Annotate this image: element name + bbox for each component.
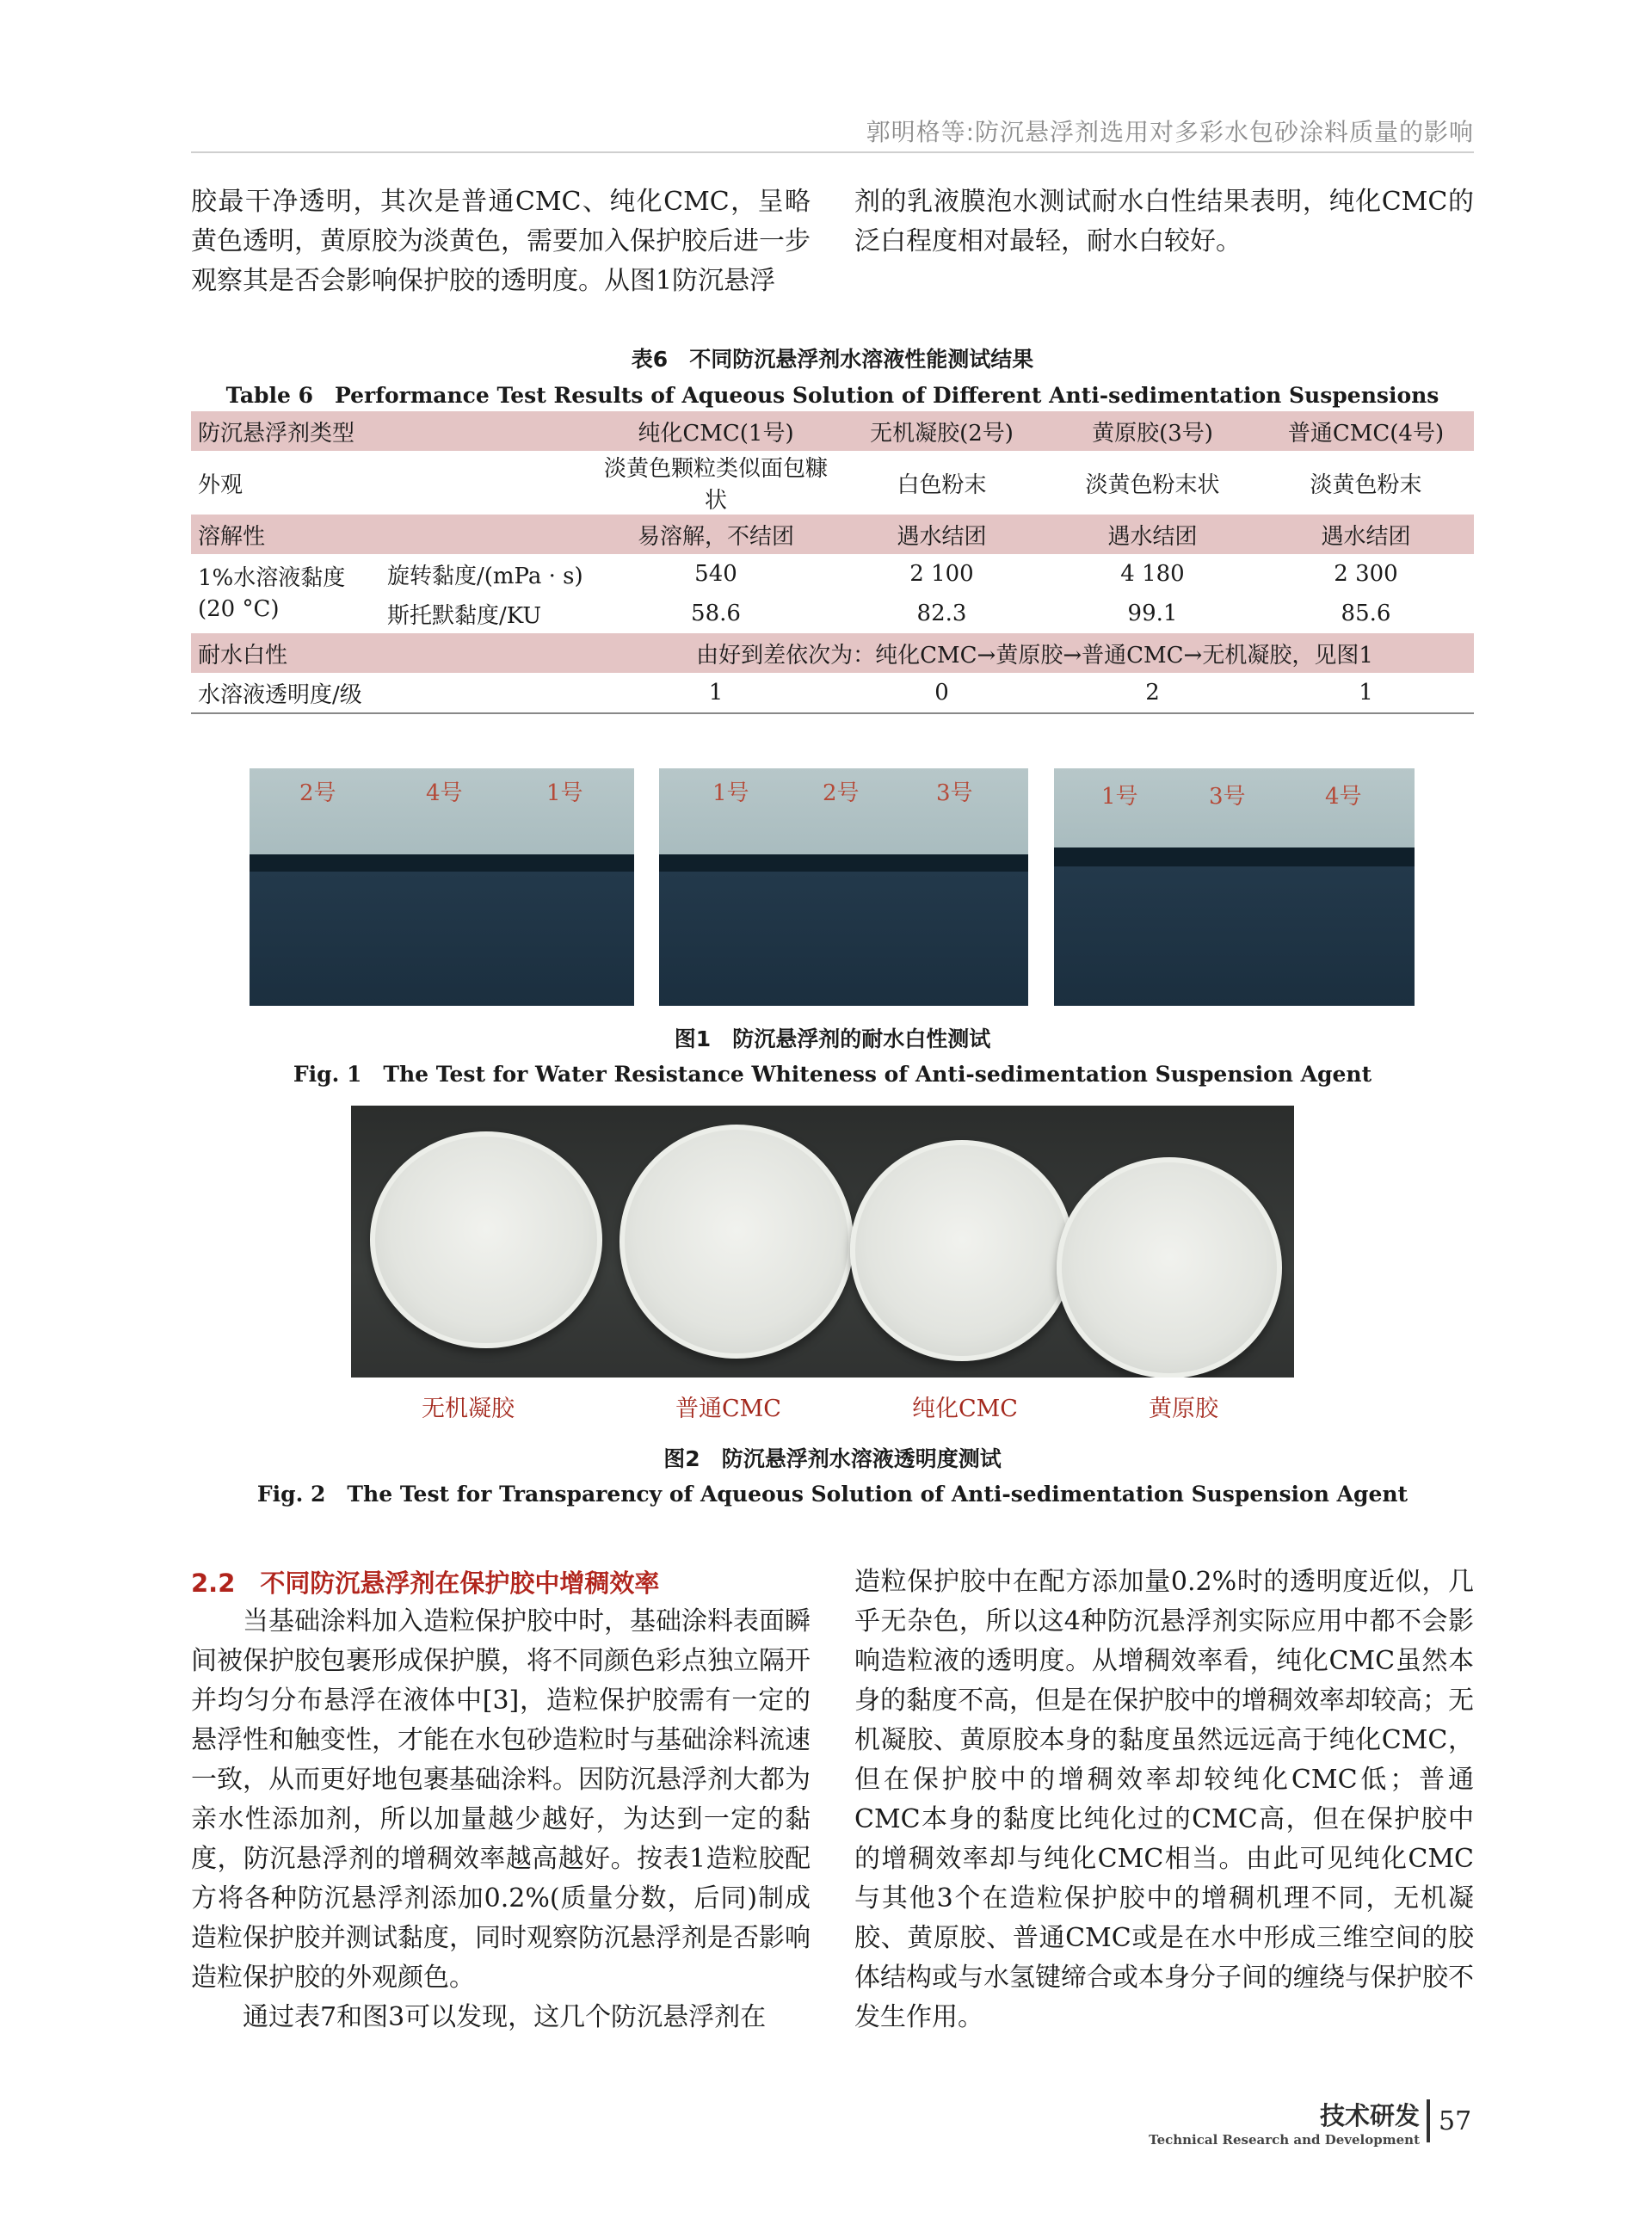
table-cell: 淡黄色颗粒类似面包糠状 [603, 456, 828, 514]
footer-section-subtitle: Technical Research and Development [1149, 2132, 1420, 2148]
table-cell: 540 [694, 561, 737, 587]
table-row [191, 411, 1474, 451]
body-text-bottom-left [191, 1602, 811, 2037]
table-row [191, 594, 1474, 633]
figure1-caption-cn: 图1 防沉悬浮剂的耐水白性测试 [674, 1026, 991, 1051]
body-text-top-right [854, 182, 1474, 262]
figure1-photo-1 [250, 768, 634, 1006]
table-cell: 2 [1047, 673, 1258, 713]
paragraph: 胶最干净透明，其次是普通CMC、纯化CMC，呈略黄色透明，黄原胶为淡黄色，需要加入保护胶后进一步观察其是否会影响保护胶的透明度。从图1防沉悬浮 [191, 187, 811, 296]
cup-ordinary-cmc [620, 1125, 854, 1359]
footer-divider [1427, 2099, 1430, 2142]
paragraph: 剂的乳液膜泡水测试耐水白性结果表明，纯化CMC的泛白程度相对最轻，耐水白较好。 [854, 187, 1474, 256]
figure1-caption-en: Fig. 1 The Test for Water Resistance Whiteness of Anti-sedimentation Suspension Agent [293, 1062, 1372, 1087]
table6-caption-cn: 表6 不同防沉悬浮剂水溶液性能测试结果 [631, 347, 1034, 372]
body-text-bottom-right [854, 1562, 1474, 2037]
table6-grid [191, 411, 1474, 714]
table-cell: 淡黄色粉末状 [1085, 472, 1220, 498]
table-cell: 遇水结团 [1258, 515, 1474, 554]
photo-label: 1号 [1101, 784, 1138, 810]
photo-label: 3号 [936, 780, 973, 806]
figure1-photo-2 [659, 768, 1028, 1006]
table-cell: 58.6 [691, 601, 741, 626]
table-cell: 外观 [198, 472, 243, 498]
table-cell [191, 554, 380, 633]
cup-purified-cmc [850, 1140, 1074, 1361]
paragraph: 造粒保护胶中在配方添加量0.2%时的透明度近似，几乎无杂色，所以这4种防沉悬浮剂实际应用中都不会影响造粒液的透明度。从增稠效率看，纯化CMC虽然本身的黏度不高，但是在保护胶中的增稠效率却较高；无机凝胶、黄原胶本身的黏度虽然远远高于纯化CMC，但在保护胶中的增稠效率却较纯化CMC低；普通CMC本身的黏度比纯化过的CMC高，但在保护胶中的增稠效率却与纯化CMC相当。由此可见纯化CMC与其他3个在造粒保护胶中的增稠机理不同，无机凝胶、黄原胶、普通CMC或是在水中形成三维空间的胶体结构或与水氢键缔合或本身分子间的缠绕与保护胶不发生作用。 [854, 1567, 1474, 2032]
table-cell: 由好到差依次为：纯化CMC→黄原胶→普通CMC→无机凝胶，见图1 [595, 633, 1474, 673]
table-cell: 85.6 [1341, 601, 1391, 626]
table-cell: 水溶液透明度/级 [191, 673, 595, 713]
figure1-photo-3 [1054, 768, 1415, 1006]
running-header: 郭明格等:防沉悬浮剂选用对多彩水包砂涂料质量的影响 [866, 118, 1474, 146]
cup-inorganic-gel [370, 1131, 602, 1348]
photo-label: 1号 [546, 780, 583, 806]
table-cell: 溶解性 [191, 515, 595, 554]
table-cell: 82.3 [916, 601, 967, 626]
table-row [191, 451, 1474, 515]
figure2-caption-cn: 图2 防沉悬浮剂水溶液透明度测试 [663, 1446, 1002, 1471]
table-row [191, 515, 1474, 554]
table-row [191, 554, 1474, 594]
table-cell: 1 [1258, 673, 1474, 713]
photo-label: 1号 [712, 780, 749, 806]
figure2-label: 纯化CMC [912, 1396, 1018, 1422]
photo-label: 4号 [426, 780, 463, 806]
table-cell: 遇水结团 [1047, 515, 1258, 554]
table-cell: 0 [836, 673, 1047, 713]
table-cell: 纯化CMC(1号) [595, 411, 836, 451]
figure2-label: 无机凝胶 [422, 1396, 515, 1422]
photo-label: 4号 [1325, 784, 1362, 810]
body-text-top-left [191, 182, 811, 301]
section-heading: 2.2 不同防沉悬浮剂在保护胶中增稠效率 [191, 1569, 660, 1598]
header-rule [191, 151, 1474, 153]
viscosity-label-line2: (20 °C) [198, 596, 280, 622]
cup-xanthan-gum [1057, 1157, 1282, 1378]
figure2-caption-en: Fig. 2 The Test for Transparency of Aqueous Solution of Anti-sedimentation Suspension Agent [256, 1482, 1409, 1507]
table-cell: 易溶解，不结团 [595, 515, 836, 554]
photo-label: 3号 [1209, 784, 1246, 810]
table-cell: 普通CMC(4号) [1258, 411, 1474, 451]
page-number: 57 [1439, 2106, 1472, 2136]
table-cell: 淡黄色粉末 [1310, 472, 1422, 498]
table6-caption-en: Table 6 Performance Test Results of Aqueous Solution of Different Anti-sedimentation Suspensions [225, 383, 1439, 408]
figure2-photo [351, 1106, 1294, 1378]
table-cell: 无机凝胶(2号) [836, 411, 1047, 451]
paragraph: 当基础涂料加入造粒保护胶中时，基础涂料表面瞬间被保护胶包裹形成保护膜，将不同颜色彩点独立隔开并均匀分布悬浮在液体中[3]，造粒保护胶需有一定的悬浮性和触变性，才能在水包砂造粒时与基础涂料流速一致，从而更好地包裹基础涂料。因防沉悬浮剂大都为亲水性添加剂，所以加量越少越好，为达到一定的黏度，防沉悬浮剂的增稠效率越高越好。按表1造粒胶配方将各种防沉悬浮剂添加0.2%(质量分数，后同)制成造粒保护胶并测试黏度，同时观察防沉悬浮剂是否影响造粒保护胶的外观颜色。 [191, 1606, 811, 1993]
table-cell: 遇水结团 [836, 515, 1047, 554]
table-row [191, 673, 1474, 713]
table-cell: 99.1 [1127, 601, 1178, 626]
paragraph: 通过表7和图3可以发现，这几个防沉悬浮剂在 [243, 2002, 767, 2032]
table6 [191, 411, 1474, 714]
table-cell: 2 100 [909, 561, 974, 587]
figure2-label: 黄原胶 [1149, 1396, 1218, 1422]
table-cell: 4 180 [1120, 561, 1185, 587]
footer-section-title: 技术研发 [1319, 2101, 1420, 2130]
table-cell: 黄原胶(3号) [1047, 411, 1258, 451]
viscosity-label-line1: 1%水溶液黏度 [198, 565, 346, 591]
table-cell: 耐水白性 [191, 633, 595, 673]
table-cell: 2 300 [1334, 561, 1398, 587]
figure2-label: 普通CMC [675, 1396, 781, 1422]
table-cell: 防沉悬浮剂类型 [191, 411, 595, 451]
table-cell: 1 [595, 673, 836, 713]
table-cell: 旋转黏度/(mPa · s) [387, 563, 583, 589]
photo-label: 2号 [823, 780, 860, 806]
table-row [191, 633, 1474, 673]
table-cell: 白色粉末 [897, 472, 987, 498]
table-cell: 斯托默黏度/KU [387, 602, 542, 629]
photo-label: 2号 [299, 780, 336, 806]
